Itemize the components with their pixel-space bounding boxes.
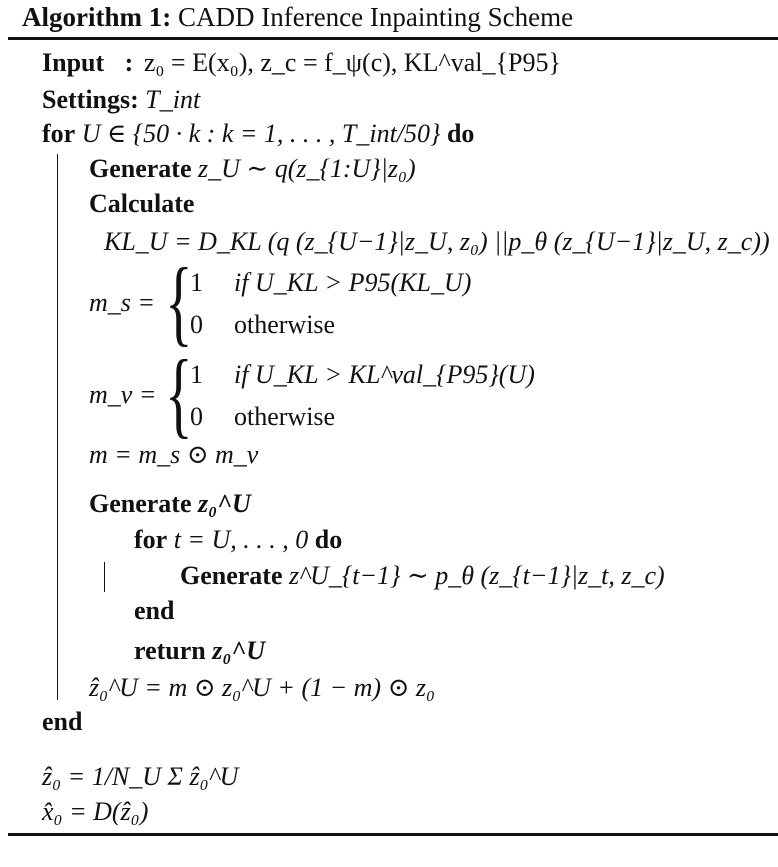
- generate-zu-line: [89, 154, 416, 184]
- generate-keyword-3: Generate: [180, 561, 283, 590]
- input-keyword: Input: [42, 48, 105, 77]
- generate-zu-expression: z_U ∼ q(z_{1:U}|z₀): [198, 154, 416, 183]
- settings-line: [42, 85, 200, 115]
- generate-keyword-2: Generate: [89, 489, 192, 518]
- m-line: [89, 440, 258, 470]
- zhat-expression: ẑ₀ = 1/N_U Σ ẑ₀^U: [42, 762, 239, 791]
- ms-brace: {: [165, 248, 193, 355]
- outer-end-line: [42, 707, 82, 737]
- ms-lhs: m_s =: [89, 288, 155, 317]
- ms-case1-condition: if U_KL > P95(KL_U): [234, 268, 472, 297]
- zhat-line: [42, 762, 238, 792]
- xhat-line: [42, 797, 148, 827]
- m-expression: m = m_s ⊙ m_v: [89, 440, 259, 469]
- kl-expression: KL_U = D_KL (q (z_{U−1}|z_U, z₀) ||p_θ (z_{U−1}|z_U, z_c)): [104, 227, 770, 256]
- inner-for-keyword: for: [134, 525, 168, 554]
- inner-do-keyword: do: [314, 525, 343, 554]
- outer-block-line: [57, 154, 58, 700]
- mv-cases: [190, 354, 535, 438]
- mv-case2-value: 0: [190, 402, 203, 431]
- inner-end-line: [134, 596, 174, 626]
- outer-end-keyword: end: [42, 707, 83, 736]
- generate-zt-expression: z^U_{t−1} ∼ p_θ (z_{t−1}|z_t, z_c): [289, 561, 665, 590]
- mv-case1-condition: if U_KL > KL^val_{P95}(U): [234, 360, 535, 389]
- for-expression: U ∈ {50 · k : k = 1, . . . , T_int/50}: [81, 119, 441, 148]
- inner-for-line: [134, 525, 342, 555]
- generate-keyword: Generate: [89, 154, 192, 183]
- do-keyword: do: [446, 119, 475, 148]
- return-line: [134, 636, 265, 666]
- generate-zt-line: [180, 561, 665, 591]
- bottom-rule: [8, 833, 778, 836]
- input-line: [42, 48, 561, 78]
- ms-case2-condition: otherwise: [234, 310, 336, 339]
- algorithm-label: Algorithm 1:: [22, 2, 172, 32]
- settings-keyword: Settings:: [42, 85, 139, 114]
- algorithm-title: [22, 2, 573, 33]
- return-expression: z₀^U: [212, 636, 266, 665]
- zhat-u-expression: ẑ₀^U = m ⊙ z₀^U + (1 − m) ⊙ z₀: [89, 673, 436, 702]
- for-line: [42, 119, 474, 149]
- generate-z0u-line: [89, 489, 251, 519]
- inner-end-keyword: end: [134, 596, 175, 625]
- calculate-keyword: Calculate: [89, 189, 195, 218]
- kl-line: [104, 227, 770, 257]
- top-rule: [8, 37, 778, 40]
- settings-expression: T_int: [145, 85, 201, 114]
- algorithm-name: CADD Inference Inpainting Scheme: [177, 2, 574, 32]
- ms-case1-value: 1: [190, 268, 203, 297]
- input-separator: :: [124, 48, 134, 77]
- zhat-u-line: [89, 673, 435, 703]
- ms-cases: [190, 262, 471, 346]
- input-expression: z₀ = E(x₀), z_c = f_ψ(c), KL^val_{P95}: [143, 48, 561, 77]
- mv-brace: {: [165, 340, 193, 447]
- generate-z0u-expression: z₀^U: [198, 489, 251, 518]
- inner-for-expression: t = U, . . . , 0: [173, 525, 309, 554]
- inner-block-line: [104, 562, 105, 592]
- mv-case2-condition: otherwise: [234, 402, 336, 431]
- return-keyword: return: [134, 636, 206, 665]
- xhat-expression: x̂₀ = D(ẑ₀): [42, 797, 149, 826]
- mv-case1-value: 1: [190, 360, 203, 389]
- mv-lhs: m_v =: [89, 380, 157, 409]
- calculate-line: [89, 189, 194, 219]
- ms-case2-value: 0: [190, 310, 203, 339]
- for-keyword: for: [42, 119, 76, 148]
